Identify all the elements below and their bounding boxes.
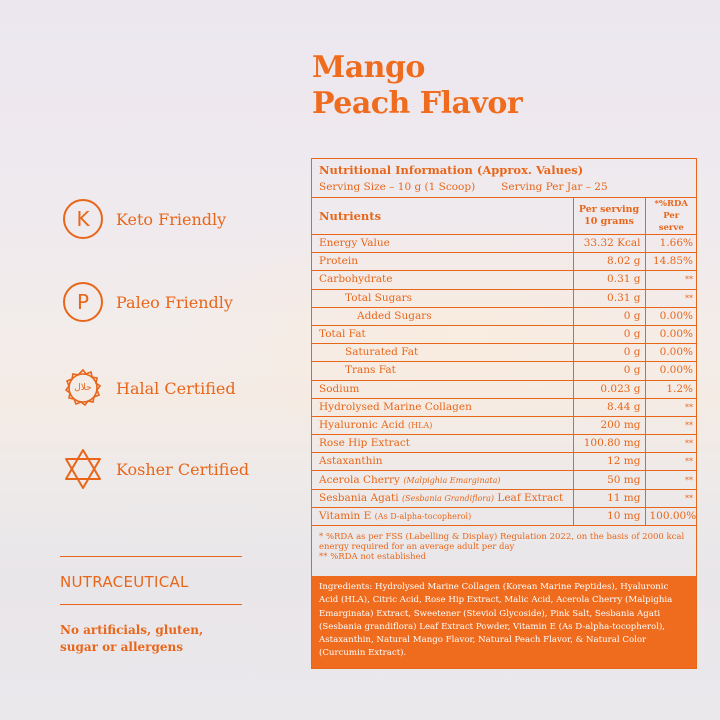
category-label: NUTRACEUTICAL: [60, 573, 189, 591]
per-serving-cell: 0 g: [573, 325, 645, 343]
halal-seal-icon: [62, 367, 104, 409]
nutrient-name: Trans Fat: [345, 364, 396, 377]
nutrient-name: Sesbania Agati: [319, 491, 399, 504]
cert-halal-label: Halal Certified: [116, 378, 236, 398]
nutrient-name: Hydrolysed Marine Collagen: [319, 400, 472, 413]
per-serving-cell: 0.31 g: [573, 289, 645, 307]
nutrient-note: (As D-alpha-tocopherol): [374, 511, 472, 521]
nutrient-cell: [312, 235, 573, 253]
table-row: [312, 380, 696, 398]
nutrient-cell: [312, 344, 573, 362]
nutrient-cell: [312, 253, 573, 271]
nutrient-cell: [312, 416, 573, 434]
per-serving-cell: 8.44 g: [573, 398, 645, 416]
nutrient-name: Protein: [319, 255, 358, 268]
rda-cell: **: [645, 453, 696, 471]
rda-cell: 0.00%: [645, 362, 696, 380]
table-row: [312, 307, 696, 325]
nutrition-panel: [311, 158, 697, 669]
nutrient-name: Energy Value: [319, 237, 390, 250]
cert-keto-label: Keto Friendly: [116, 209, 227, 229]
table-row: [312, 271, 696, 289]
nutrient-note: (Malpighia Emarginata): [403, 475, 501, 485]
nutrient-name: Carbohydrate: [319, 273, 393, 286]
nutrition-header: [312, 159, 696, 198]
rda-cell: **: [645, 471, 696, 489]
table-row: [312, 362, 696, 380]
table-row: [312, 325, 696, 343]
nutrient-suffix: Leaf Extract: [497, 491, 564, 504]
per-serving-cell: 200 mg: [573, 416, 645, 434]
title-line-2: Peach Flavor: [312, 86, 523, 121]
nutrient-cell: [312, 325, 573, 343]
nutrient-name: Sodium: [319, 382, 360, 395]
nutrient-cell: [312, 507, 573, 525]
cert-halal: [62, 367, 236, 409]
serving-size: Serving Size – 10 g (1 Scoop): [319, 181, 476, 193]
table-row: [312, 507, 696, 525]
claims-text: No artificials, gluten, sugar or allergens: [60, 623, 204, 654]
rda-cell: **: [645, 289, 696, 307]
rda-cell: **: [645, 489, 696, 507]
rda-cell: 1.66%: [645, 235, 696, 253]
cert-keto: [62, 198, 226, 240]
rda-cell: 0.00%: [645, 307, 696, 325]
nutrient-name: Total Sugars: [345, 291, 413, 304]
nutrient-name: Total Fat: [319, 328, 366, 341]
per-serving-cell: 0 g: [573, 307, 645, 325]
nutrient-cell: [312, 471, 573, 489]
cert-paleo: [62, 281, 233, 323]
nutrient-name: Saturated Fat: [345, 346, 419, 359]
table-row: [312, 489, 696, 507]
rda-cell: **: [645, 271, 696, 289]
table-row: [312, 344, 696, 362]
rda-cell: **: [645, 398, 696, 416]
nutrient-cell: [312, 307, 573, 325]
per-serving-cell: 50 mg: [573, 471, 645, 489]
nutrient-cell: [312, 362, 573, 380]
nutrient-note: (HLA): [408, 420, 433, 430]
divider-top: [60, 556, 242, 557]
table-row: [312, 289, 696, 307]
table-row: [312, 253, 696, 271]
per-serving-cell: 100.80 mg: [573, 435, 645, 453]
ingredients-box: Ingredients: Hydrolysed Marine Collagen (Korean Marine Peptides), Hyaluronic Acid (HLA), Citric Acid, Rose Hip Extract, Malic Acid, Acerola Cherry (Malpighia Emarginata) Extract, Sweetener (Steviol Glycoside), Pink Salt, Sesbania Agati (Sesbania grandiflora) Leaf Extract Powder, Vitamin E (As D-alpha-tocopherol), Astaxanthin, Natural Mango Flavor, Natural Peach Flavor, & Natural Color (Curcumin Extract).: [312, 576, 696, 668]
nutrient-cell: [312, 453, 573, 471]
nutrient-cell: [312, 489, 573, 507]
rda-cell: 100.00%: [645, 507, 696, 525]
rda-cell: 0.00%: [645, 325, 696, 343]
per-serving-cell: 10 mg: [573, 507, 645, 525]
per-serving-cell: 11 mg: [573, 489, 645, 507]
rda-cell: 0.00%: [645, 344, 696, 362]
table-row: [312, 453, 696, 471]
nutrient-cell: [312, 435, 573, 453]
per-serving-cell: 0.31 g: [573, 271, 645, 289]
table-row: [312, 416, 696, 434]
rda-cell: 14.85%: [645, 253, 696, 271]
rda-cell: **: [645, 416, 696, 434]
nutrition-heading: Nutritional Information (Approx. Values): [319, 163, 584, 177]
keto-k-circle-icon: K: [63, 199, 103, 239]
title-line-1: Mango: [312, 50, 425, 85]
serving-per-jar: Serving Per Jar – 25: [501, 181, 608, 193]
star-of-david-icon: [62, 448, 104, 490]
rda-cell: 1.2%: [645, 380, 696, 398]
product-title: [312, 50, 522, 122]
nutrient-name: Vitamin E: [319, 509, 372, 522]
nutrient-cell: [312, 398, 573, 416]
col-header-rda: *%RDA Per serve: [645, 198, 696, 235]
table-row: [312, 435, 696, 453]
per-serving-cell: 33.32 Kcal: [573, 235, 645, 253]
table-header-row: [312, 198, 696, 235]
nutrient-name: Rose Hip Extract: [319, 437, 410, 450]
col-header-per-serving: Per serving 10 grams: [573, 198, 645, 235]
nutrient-cell: [312, 380, 573, 398]
col-header-nutrients: Nutrients: [312, 198, 573, 235]
per-serving-cell: 0.023 g: [573, 380, 645, 398]
table-row: [312, 398, 696, 416]
per-serving-cell: 8.02 g: [573, 253, 645, 271]
halal-seal-text: حلال: [74, 383, 92, 393]
per-serving-cell: 0 g: [573, 362, 645, 380]
cert-paleo-label: Paleo Friendly: [116, 292, 233, 312]
footnote-rda: * %RDA as per FSS (Labelling & Display) Regulation 2022, on the basis of 2000 kcal energy required for an average adult per day: [319, 532, 685, 552]
nutrient-name: Hyaluronic Acid: [319, 418, 405, 431]
nutrition-table: [312, 198, 696, 526]
paleo-p-circle-icon: P: [63, 282, 103, 322]
divider-bottom: [60, 604, 242, 605]
nutrient-name: Acerola Cherry: [319, 473, 400, 486]
cert-kosher: [62, 448, 249, 490]
nutrient-cell: [312, 271, 573, 289]
nutrient-cell: [312, 289, 573, 307]
nutrient-name: Astaxanthin: [319, 455, 383, 468]
per-serving-cell: 0 g: [573, 344, 645, 362]
table-row: [312, 471, 696, 489]
footnotes: [312, 526, 696, 576]
per-serving-cell: 12 mg: [573, 453, 645, 471]
footnote-not-established: ** %RDA not established: [319, 552, 427, 562]
nutrient-note: (Sesbania Grandiflora): [401, 493, 495, 503]
nutrient-name: Added Sugars: [357, 309, 432, 322]
rda-cell: **: [645, 435, 696, 453]
cert-kosher-label: Kosher Certified: [116, 459, 250, 479]
table-row: [312, 235, 696, 253]
